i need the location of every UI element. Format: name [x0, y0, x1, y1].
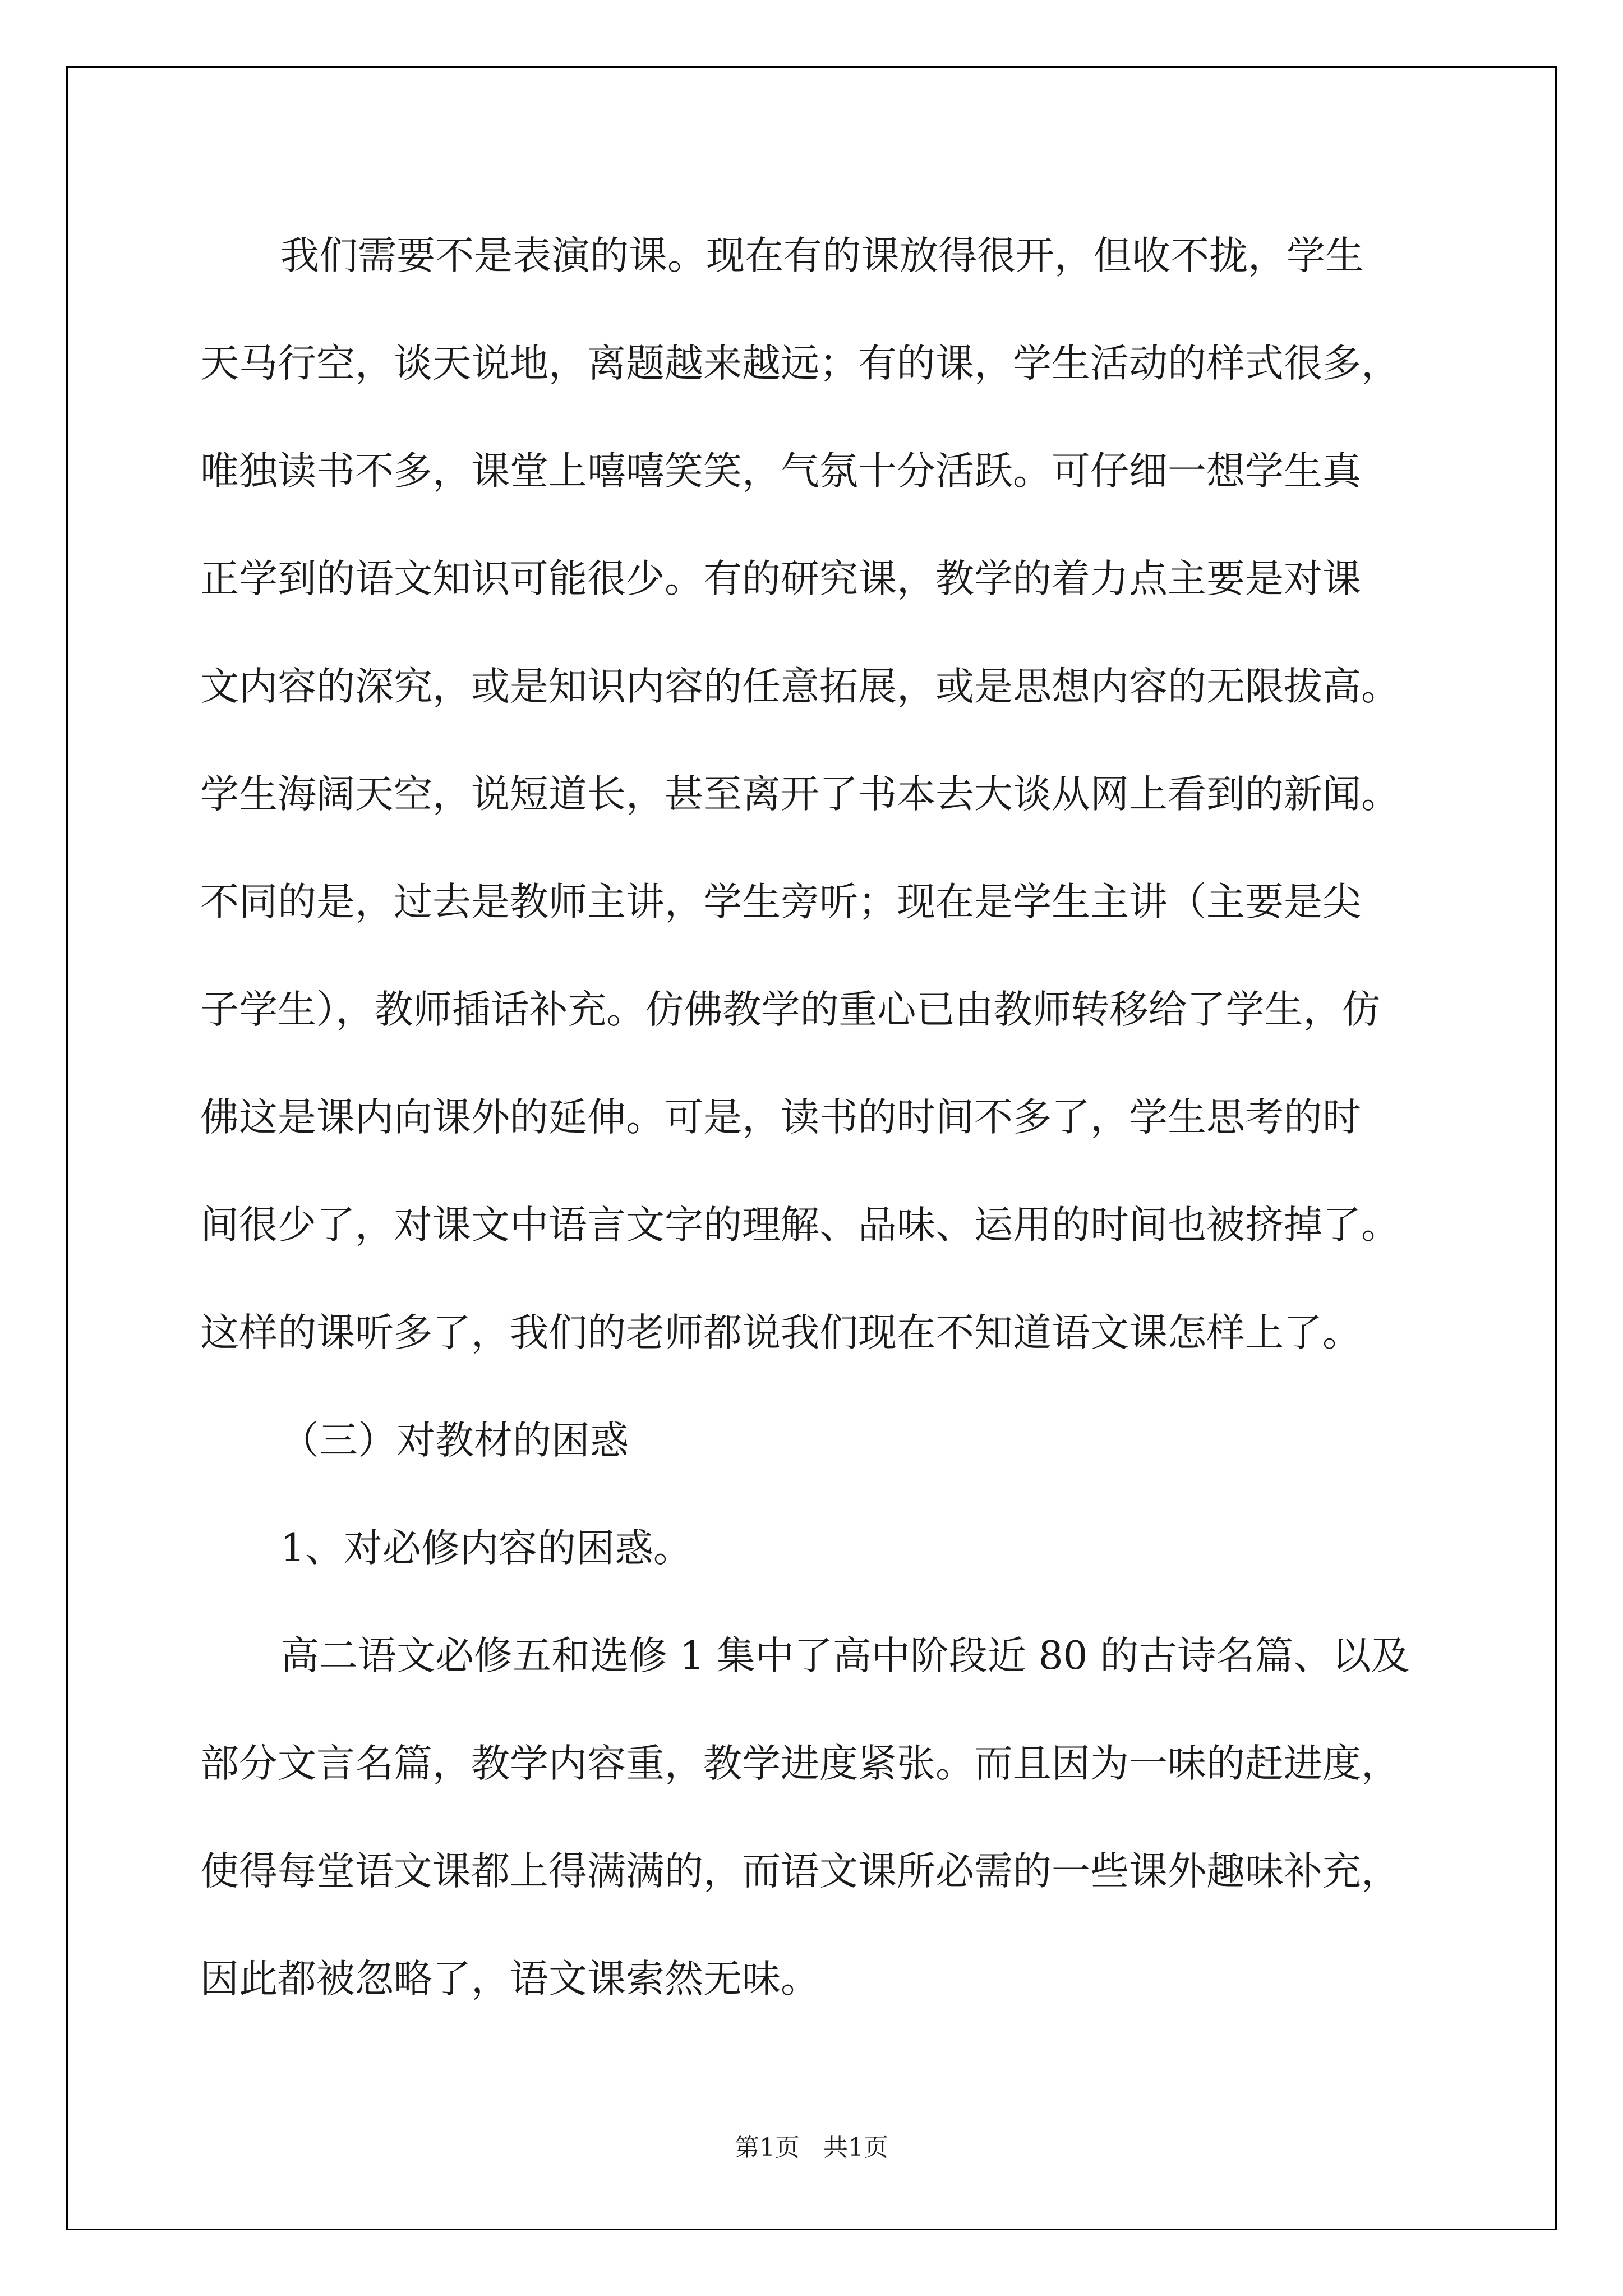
section-heading: （三）对教材的困惑	[280, 1418, 629, 1463]
paragraph-line: 不同的是，过去是教师主讲，学生旁听；现在是学生主讲（主要是尖	[200, 880, 1361, 924]
paragraph-line: 正学到的语文知识可能很少。有的研究课，教学的着力点主要是对课	[200, 556, 1361, 601]
paragraph-line: 文内容的深究，或是知识内容的任意拓展，或是思想内容的无限拔高。	[200, 664, 1400, 709]
paragraph-line: 我们需要不是表演的课。现在有的课放得很开，但收不拢，学生	[280, 233, 1364, 278]
paragraph-line: 高二语文必修五和选修 1 集中了高中阶段近 80 的古诗名篇、以及	[280, 1634, 1410, 1678]
paragraph-line: 学生海阔天空，说短道长，甚至离开了书本去大谈从网上看到的新闻。	[200, 772, 1400, 817]
paragraph-line: 间很少了，对课文中语言文字的理解、品味、运用的时间也被挤掉了。	[200, 1203, 1400, 1248]
paragraph-line: 佛这是课内向课外的延伸。可是，读书的时间不多了，学生思考的时	[200, 1095, 1361, 1140]
page-number: 第1页	[735, 2133, 800, 2162]
page-footer	[0, 2127, 1623, 2163]
paragraph-line: 因此都被忽略了，语文课索然无味。	[200, 1957, 819, 2001]
page-total: 共1页	[823, 2133, 888, 2162]
document-body	[200, 202, 1434, 2033]
paragraph-line: 部分文言名篇，教学内容重，教学进度紧张。而且因为一味的赶进度，	[200, 1741, 1400, 1786]
paragraph-line: 天马行空，谈天说地，离题越来越远；有的课，学生活动的样式很多，	[200, 341, 1400, 386]
paragraph-line: 子学生），教师插话补充。仿佛教学的重心已由教师转移给了学生，仿	[200, 987, 1381, 1032]
paragraph-line: 使得每堂语文课都上得满满的，而语文课所必需的一些课外趣味补充，	[200, 1849, 1400, 1894]
paragraph-line: 这样的课听多了，我们的老师都说我们现在不知道语文课怎样上了。	[200, 1310, 1361, 1355]
paragraph-line: 唯独读书不多，课堂上嘻嘻笑笑，气氛十分活跃。可仔细一想学生真	[200, 449, 1361, 494]
subsection-heading: 1、对必修内容的困惑。	[280, 1526, 692, 1571]
